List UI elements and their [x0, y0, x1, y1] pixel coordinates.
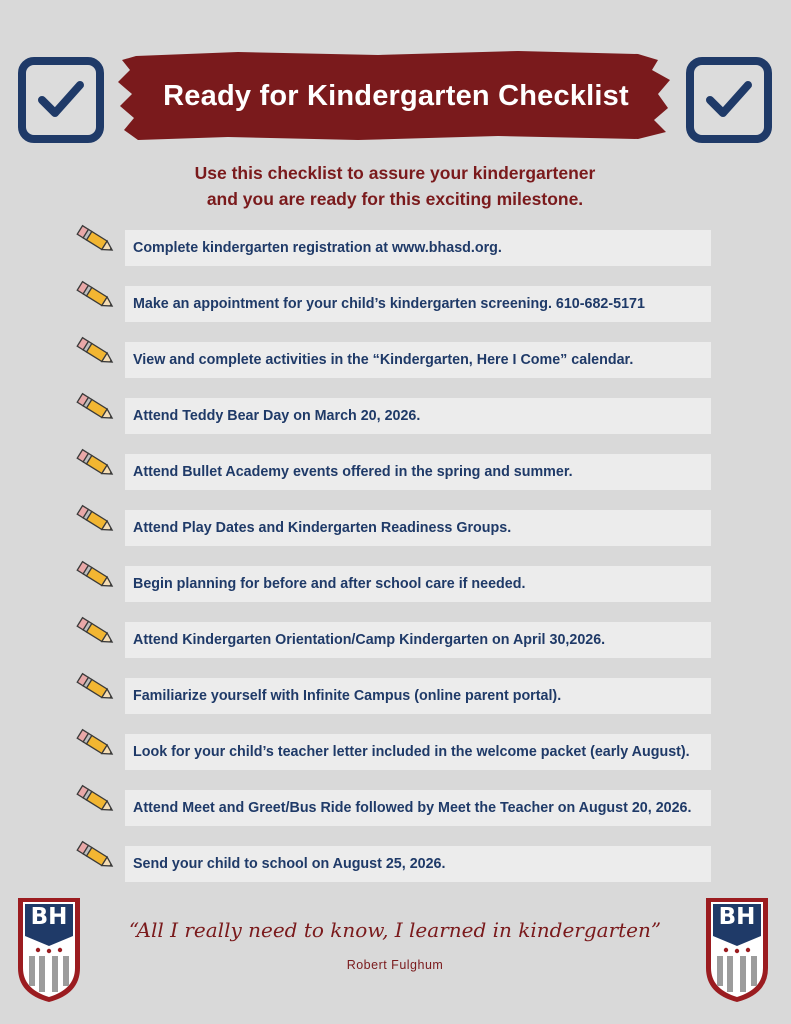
checklist-item-text: Begin planning for before and after school care if needed. — [125, 566, 711, 602]
subtitle-line: Use this checklist to assure your kindergartener — [194, 163, 596, 183]
checklist-item-text: Attend Kindergarten Orientation/Camp Kindergarten on April 30,2026. — [125, 622, 711, 658]
checklist-item — [74, 678, 714, 714]
checkmark-box-icon — [18, 57, 104, 143]
checklist-item — [74, 790, 714, 826]
quote-author: Robert Fulghum — [346, 958, 444, 972]
pencil-icon — [74, 335, 118, 369]
checklist-item-text: Send your child to school on August 25, 2026. — [125, 846, 711, 882]
checklist-item-text: Make an appointment for your child’s kindergarten screening. 610-682-5171 — [125, 286, 711, 322]
pencil-icon — [74, 559, 118, 593]
checklist-item — [74, 566, 714, 602]
pencil-icon — [74, 279, 118, 313]
pencil-icon — [74, 447, 118, 481]
checklist-item — [74, 622, 714, 658]
checklist-item — [74, 286, 714, 322]
page-title: Ready for Kindergarten Checklist — [163, 79, 629, 112]
bh-shield-logo — [702, 896, 772, 1004]
checklist-item-text: Look for your child’s teacher letter included in the welcome packet (early August). — [125, 734, 711, 770]
checklist-item-text: Attend Meet and Greet/Bus Ride followed by Meet the Teacher on August 20, 2026. — [125, 790, 711, 826]
checklist-item-text: Complete kindergarten registration at www.bhasd.org. — [125, 230, 711, 266]
pencil-icon — [74, 391, 118, 425]
pencil-icon — [74, 783, 118, 817]
title-banner — [118, 50, 674, 142]
pencil-icon — [74, 671, 118, 705]
pencil-icon — [74, 727, 118, 761]
checklist-item — [74, 454, 714, 490]
logo-text: BH — [30, 904, 68, 930]
checklist-item-text: Attend Play Dates and Kindergarten Readiness Groups. — [125, 510, 711, 546]
checklist-item-text: View and complete activities in the “Kindergarten, Here I Come” calendar. — [125, 342, 711, 378]
checklist-item — [74, 734, 714, 770]
pencil-icon — [74, 223, 118, 257]
checklist-item — [74, 846, 714, 882]
pencil-icon — [74, 503, 118, 537]
checklist-item — [74, 510, 714, 546]
subtitle-line: and you are ready for this exciting milestone. — [206, 189, 584, 209]
checkmark-box-icon — [686, 57, 772, 143]
checklist-item — [74, 398, 714, 434]
pencil-icon — [74, 839, 118, 873]
checklist-item-text: Familiarize yourself with Infinite Campus (online parent portal). — [125, 678, 711, 714]
checklist-item — [74, 230, 714, 266]
checklist-item — [74, 342, 714, 378]
checklist-item-text: Attend Bullet Academy events offered in the spring and summer. — [125, 454, 711, 490]
logo-text: BH — [718, 904, 756, 930]
checklist-item-text: Attend Teddy Bear Day on March 20, 2026. — [125, 398, 711, 434]
quote: “All I really need to know, I learned in kindergarten” — [128, 918, 662, 942]
bh-shield-logo — [14, 896, 84, 1004]
subtitle — [95, 160, 695, 212]
pencil-icon — [74, 615, 118, 649]
